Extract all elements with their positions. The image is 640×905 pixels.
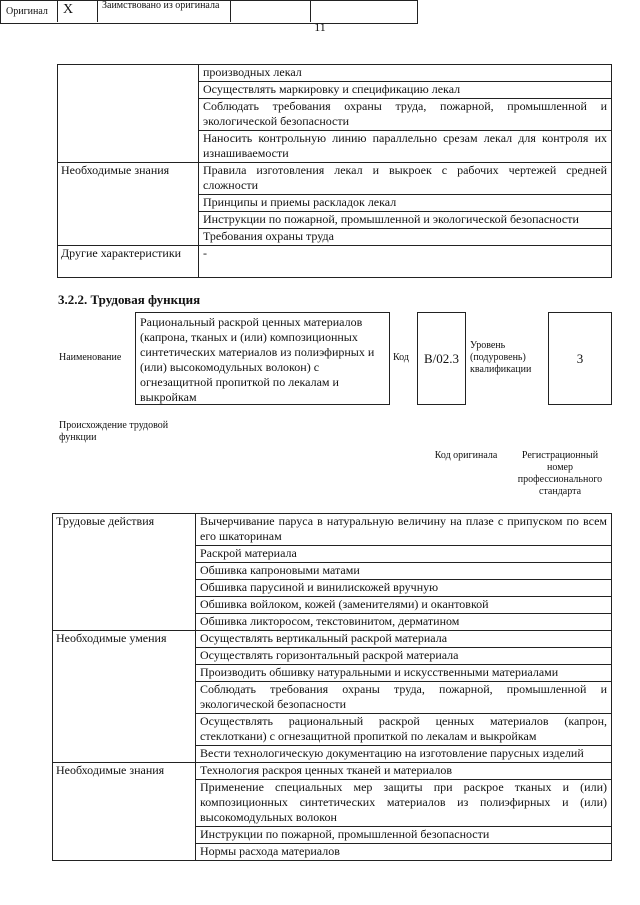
table-cell: Соблюдать требования охраны труда, пожарной, промышленной и экологической безопасности xyxy=(199,99,612,131)
borrowed-label: Заимствовано из оригинала xyxy=(102,0,220,11)
table-cell: Правила изготовления лекал и выкроек с рабочих чертежей средней сложности xyxy=(199,163,612,195)
code-original-caption: Код оригинала xyxy=(434,450,498,461)
table-cell: - xyxy=(199,246,612,278)
category-cell xyxy=(58,65,199,163)
category-cell: Другие характеристики xyxy=(58,246,199,278)
section-heading: 3.2.2. Трудовая функция xyxy=(58,292,201,307)
table-cell: Осуществлять вертикальный раскрой материала xyxy=(196,631,612,648)
origin-label: Происхождение трудовой функции xyxy=(59,420,169,443)
code-original-cell xyxy=(231,0,311,22)
table-cell: Обшивка ликторосом, текстовинитом, дерматином xyxy=(196,614,612,631)
function-code-value: B/02.3 xyxy=(423,350,460,366)
reg-number-caption: Регистрационный номер профессионального стандарта xyxy=(517,450,603,497)
category-cell: Необходимые умения xyxy=(53,631,196,763)
table-cell: Инструкции по пожарной, промышленной безопасности xyxy=(196,827,612,844)
original-cell xyxy=(0,0,58,22)
table-cell: Вычерчивание паруса в натуральную величину на плазе с припуском по всем его шкаторинам xyxy=(196,514,612,546)
category-cell: Необходимые знания xyxy=(58,163,199,246)
table-cell: Инструкции по пожарной, промышленной и экологической безопасности xyxy=(199,212,612,229)
original-label: Оригинал xyxy=(6,6,48,17)
table-row xyxy=(53,631,612,648)
original-mark: X xyxy=(63,2,74,17)
name-label: Наименование xyxy=(59,352,122,363)
qualification-level-value: 3 xyxy=(576,350,584,366)
table-cell: производных лекал xyxy=(199,65,612,82)
table-row xyxy=(53,763,612,780)
table-cell: Осуществлять горизонтальный раскрой материала xyxy=(196,648,612,665)
level-label: Уровень (подуровень) квалификации xyxy=(470,340,532,375)
table-row xyxy=(58,246,612,278)
table-cell: Вести технологическую документацию на изготовление парусных изделий xyxy=(196,746,612,763)
original-mark-cell xyxy=(58,0,98,22)
table-row xyxy=(58,65,612,82)
table-cell: Наносить контрольную линию параллельно срезам лекал для контроля их изнашиваемости xyxy=(199,131,612,163)
qualification-level-box xyxy=(548,312,612,405)
table-cell: Применение специальных мер защиты при раскрое тканых и (или) композиционных синтетических материалов из полиэфирных и (или) высокомодульных волокон xyxy=(196,780,612,827)
page-number: 11 xyxy=(314,20,326,34)
function-name-box: Рациональный раскрой ценных материалов (капрона, тканых и (или) композиционных синтетических материалов из полиэфирных и (или) высокомодульных волокон) с огнезащитной пропиткой по лекалам и выкройкам xyxy=(135,312,390,405)
table-cell: Осуществлять рациональный раскрой ценных материалов (капрон, стеклоткани) с огнезащитной пропиткой по лекалам и выкройкам xyxy=(196,714,612,746)
table-cell: Обшивка парусиной и винилискожей вручную xyxy=(196,580,612,597)
borrowed-cell xyxy=(98,0,231,22)
table-cell: Обшивка капроновыми матами xyxy=(196,563,612,580)
table-cell: Нормы расхода материалов xyxy=(196,844,612,861)
table-cell: Осуществлять маркировку и спецификацию лекал xyxy=(199,82,612,99)
requirements-table-bottom xyxy=(52,513,612,861)
category-cell: Трудовые действия xyxy=(53,514,196,631)
table-row xyxy=(58,163,612,195)
table-cell: Принципы и приемы раскладок лекал xyxy=(199,195,612,212)
table-cell: Раскрой материала xyxy=(196,546,612,563)
table-cell: Требования охраны труда xyxy=(199,229,612,246)
table-cell: Соблюдать требования охраны труда, пожарной, промышленной и экологической безопасности xyxy=(196,682,612,714)
table-cell: Обшивка войлоком, кожей (заменителями) и окантовкой xyxy=(196,597,612,614)
table-row xyxy=(53,514,612,546)
table-cell: Технология раскроя ценных тканей и материалов xyxy=(196,763,612,780)
requirements-table-top xyxy=(57,64,612,278)
function-code-box xyxy=(417,312,466,405)
category-cell: Необходимые знания xyxy=(53,763,196,861)
table-cell: Производить обшивку натуральными и искусственными материалами xyxy=(196,665,612,682)
code-label: Код xyxy=(393,352,409,363)
